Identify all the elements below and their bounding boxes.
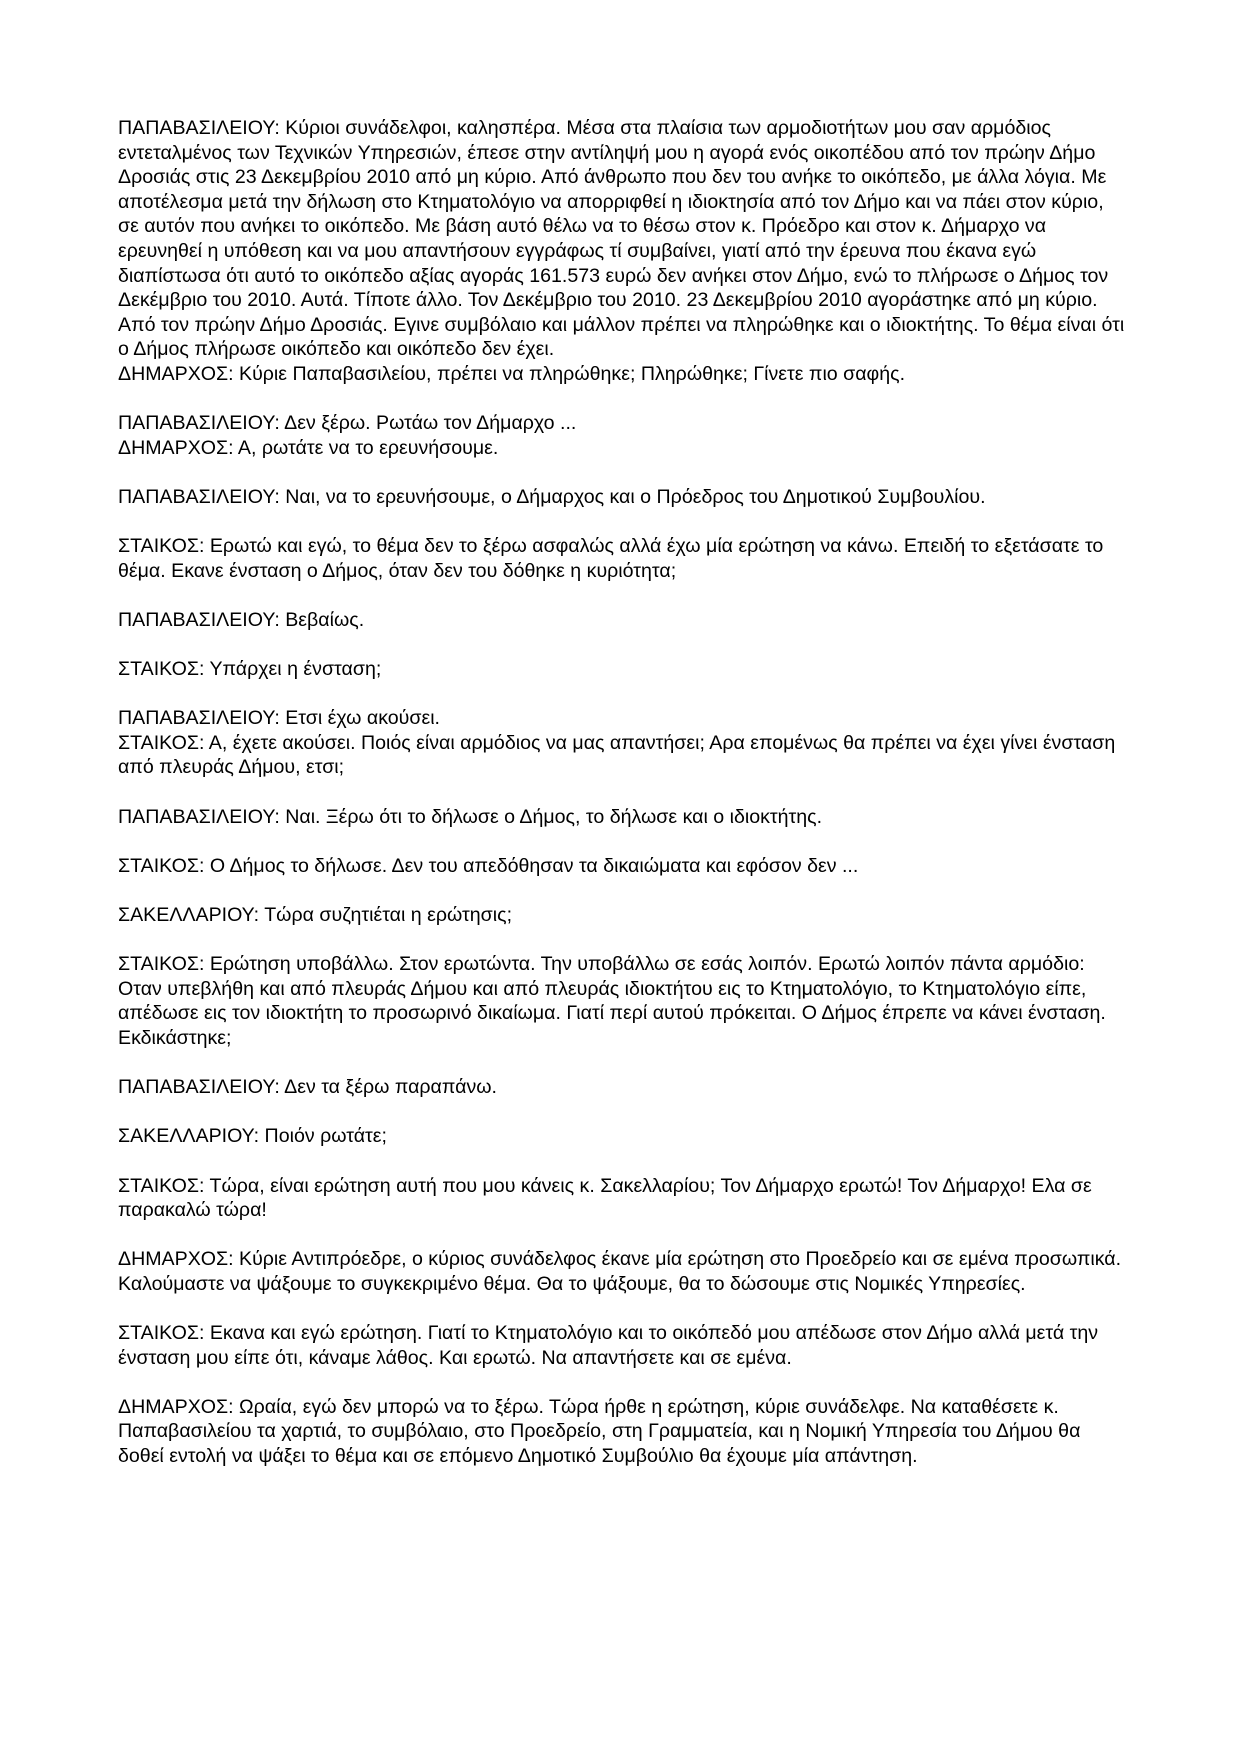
paragraph: ΠΑΠΑΒΑΣΙΛΕΙΟΥ: Δεν ξέρω. Ρωτάω τον Δήμαρχο ... bbox=[118, 412, 577, 435]
paragraph: ΔΗΜΑΡΧΟΣ: Κύριε Αντιπρόεδρε, ο κύριος συνάδελφος έκανε μία ερώτηση στο Προεδρείο και σε εμένα προσωπικά. Καλούμαστε να ψάξουμε το συγκεκριμένο θέμα. Θα το ψάξουμε, θα το δώσουμε στις Νομικές Υπηρεσίες. bbox=[118, 1248, 1122, 1295]
paragraph: ΣΤΑΙΚΟΣ: Ερώτηση υποβάλλω. Στον ερωτώντα. Την υποβάλλω σε εσάς λοιπόν. Ερωτώ λοιπόν πάντα αρμόδιο: Οταν υπεβλήθη και από πλευράς Δήμου και από πλευράς ιδιοκτήτου εις το Κτηματολόγιο, το Κτηματολόγιο είπε, απέδωσε εις τον ιδιοκτήτη το προσωρινό δικαίωμα. Γιατί περί αυτού πρόκειται. Ο Δήμος έπρεπε να κάνει ένσταση. Εκδικάστηκε; bbox=[118, 953, 1106, 1049]
paragraph: ΣΤΑΙΚΟΣ: Ο Δήμος το δήλωσε. Δεν του απεδόθησαν τα δικαιώματα και εφόσον δεν ... bbox=[118, 854, 859, 877]
paragraph: ΣΤΑΙΚΟΣ: Α, έχετε ακούσει. Ποιός είναι αρμόδιος να μας απαντήσει; Αρα επομένως θα πρέπει να έχει γίνει ένσταση από πλευράς Δήμου, ετσι; bbox=[118, 731, 1116, 779]
paragraph: ΣΑΚΕΛΛΑΡΙΟΥ: Τώρα συζητιέται η ερώτησις; bbox=[118, 904, 513, 926]
paragraph: ΣΤΑΙΚΟΣ: Εκανα και εγώ ερώτηση. Γιατί το Κτηματολόγιο και το οικόπεδό μου απέδωσε στον Δήμο αλλά μετά την ένσταση μου είπε ότι, κάναμε λάθος. Και ερωτώ. Να απαντήσετε και σε εμένα. bbox=[118, 1322, 1099, 1369]
document-page bbox=[118, 116, 1128, 1469]
paragraph: ΣΤΑΙΚΟΣ: Τώρα, είναι ερώτηση αυτή που μου κάνεις κ. Σακελλαρίου; Τον Δήμαρχο ερωτώ! Τον Δήμαρχο! Ελα σε παρακαλώ τώρα! bbox=[118, 1174, 1092, 1222]
paragraph: ΠΑΠΑΒΑΣΙΛΕΙΟΥ: Ετσι έχω ακούσει. bbox=[118, 707, 440, 730]
paragraph: ΔΗΜΑΡΧΟΣ: Α, ρωτάτε να το ερευνήσουμε. bbox=[118, 436, 499, 459]
paragraph: ΠΑΠΑΒΑΣΙΛΕΙΟΥ: Βεβαίως. bbox=[118, 608, 365, 631]
paragraph: ΠΑΠΑΒΑΣΙΛΕΙΟΥ: Ναι, να το ερευνήσουμε, ο Δήμαρχος και ο Πρόεδρος του Δημοτικού Συμβουλίου. bbox=[118, 485, 986, 508]
paragraph: ΔΗΜΑΡΧΟΣ: Κύριε Παπαβασιλείου, πρέπει να πληρώθηκε; Πληρώθηκε; Γίνετε πιο σαφής. bbox=[118, 362, 906, 385]
paragraph: ΣΑΚΕΛΛΑΡΙΟΥ: Ποιόν ρωτάτε; bbox=[118, 1125, 387, 1148]
paragraph: ΔΗΜΑΡΧΟΣ: Ωραία, εγώ δεν μπορώ να το ξέρω. Τώρα ήρθε η ερώτηση, κύριε συνάδελφε. Να καταθέσετε κ. Παπαβασιλείου τα χαρτιά, το συμβόλαιο, στο Προεδρείο, στη Γραμματεία, και η Νομική Υπηρεσία του Δήμου θα δοθεί εντολή να ψάξει το θέμα και σε επόμενο Δημοτικό Συμβούλιο θα έχουμε μία απάντηση. bbox=[118, 1395, 1081, 1468]
paragraph: ΣΤΑΙΚΟΣ: Υπάρχει η ένσταση; bbox=[118, 658, 382, 681]
paragraph: ΠΑΠΑΒΑΣΙΛΕΙΟΥ: Ναι. Ξέρω ότι το δήλωσε ο Δήμος, το δήλωσε και ο ιδιοκτήτης. bbox=[118, 805, 823, 828]
paragraph: ΣΤΑΙΚΟΣ: Ερωτώ και εγώ, το θέμα δεν το ξέρω ασφαλώς αλλά έχω μία ερώτηση να κάνω. Επειδή το εξετάσατε το θέμα. Εκανε ένσταση ο Δήμος, όταν δεν του δόθηκε η κυριότητα; bbox=[118, 535, 1104, 582]
paragraph: ΠΑΠΑΒΑΣΙΛΕΙΟΥ: Δεν τα ξέρω παραπάνω. bbox=[118, 1076, 497, 1099]
paragraph: ΠΑΠΑΒΑΣΙΛΕΙΟΥ: Κύριοι συνάδελφοι, καλησπέρα. Μέσα στα πλαίσια των αρμοδιοτήτων μου σαν αρμόδιος εντεταλμένος των Τεχνικών Υπηρεσιών, έπεσε στην αντίληψή μου η αγορά ενός οικοπέδου από τον πρώην Δήμο Δροσιάς στις 23 Δεκεμβρίου 2010 από μη κύριο. Από άνθρωπο που δεν του ανήκε το οικόπεδο, με άλλα λόγια. Με αποτέλεσμα μετά την δήλωση στο Κτηματολόγιο να απορριφθεί η ιδιοκτησία από τον Δήμο και να πάει στον κύριο, σε αυτόν που ανήκει το οικόπεδο. Με βάση αυτό θέλω να το θέσω στον κ. Πρόεδρο και στον κ. Δήμαρχο να ερευνηθεί η υπόθεση και να μου απαντήσουν εγγράφως τί συμβαίνει, γιατί από την έρευνα που έκανα εγώ διαπίστωσα ότι αυτό το οικόπεδο αξίας αγοράς 161.573 ευρώ δεν ανήκει στον Δήμο, ενώ το πλήρωσε ο Δήμος τον Δεκέμβριο του 2010. Αυτά. Τίποτε άλλο. Τον Δεκέμβριο του 2010. 23 Δεκεμβρίου 2010 αγοράστηκε από μη κύριο. Από τον πρώην Δήμο Δροσιάς. Εγινε συμβόλαιο και μάλλον πρέπει να πληρώθηκε και ο ιδιοκτήτης. Το θέμα είναι ότι ο Δήμος πλήρωσε οικόπεδο και οικόπεδο δεν έχει. bbox=[118, 117, 1125, 361]
